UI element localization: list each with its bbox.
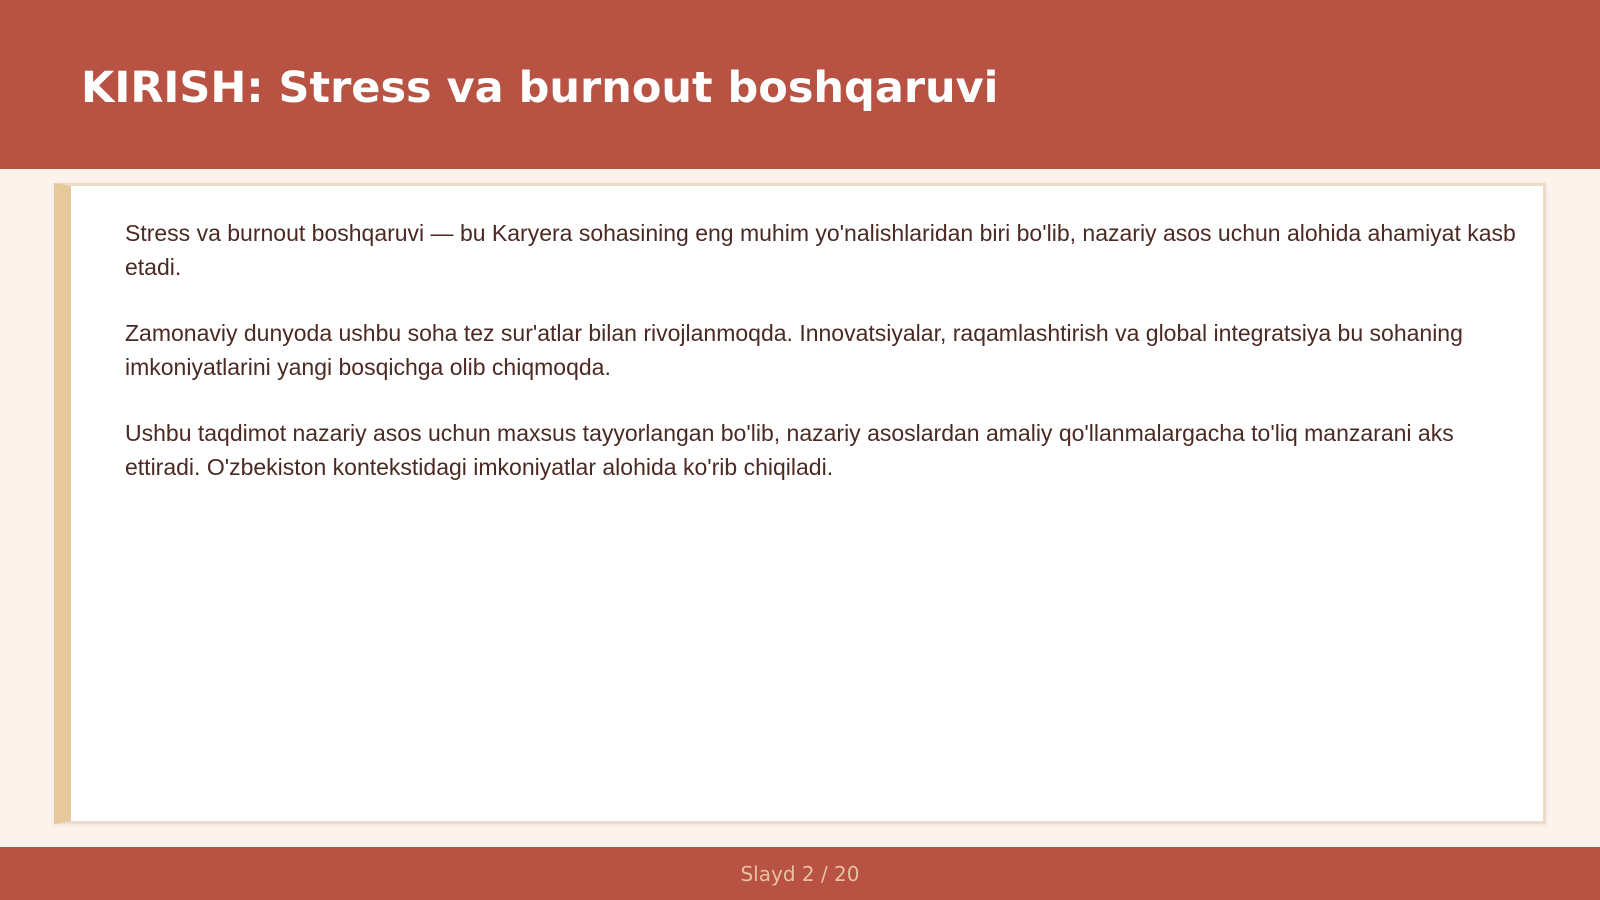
- intro-paragraph-2: Zamonaviy dunyoda ushbu soha tez sur'atlar bilan rivojlanmoqda. Innovatsiyalar, raqamlashtirish va global integratsiya bu sohaning imkoniyatlarini yangi bosqichga olib chiqmoqda.: [125, 320, 1463, 380]
- intro-paragraph-3: Ushbu taqdimot nazariy asos uchun maxsus tayyorlangan bo'lib, nazariy asoslardan amaliy qo'llanmalargacha to'liq manzarani aks ettiradi. O'zbekiston kontekstidagi imkoniyatlar alohida ko'rib chiqiladi.: [125, 420, 1454, 480]
- slide-header: [0, 0, 1600, 169]
- intro-paragraph-1: Stress va burnout boshqaruvi — bu Karyera sohasining eng muhim yo'nalishlaridan biri bo'lib, nazariy asos uchun alohida ahamiyat kasb etadi.: [125, 220, 1516, 280]
- slide-title: KIRISH: Stress va burnout boshqaruvi: [81, 63, 999, 113]
- content-card: [54, 183, 1546, 824]
- slide-number: Slayd 2 / 20: [740, 862, 860, 886]
- slide-footer: [0, 847, 1600, 900]
